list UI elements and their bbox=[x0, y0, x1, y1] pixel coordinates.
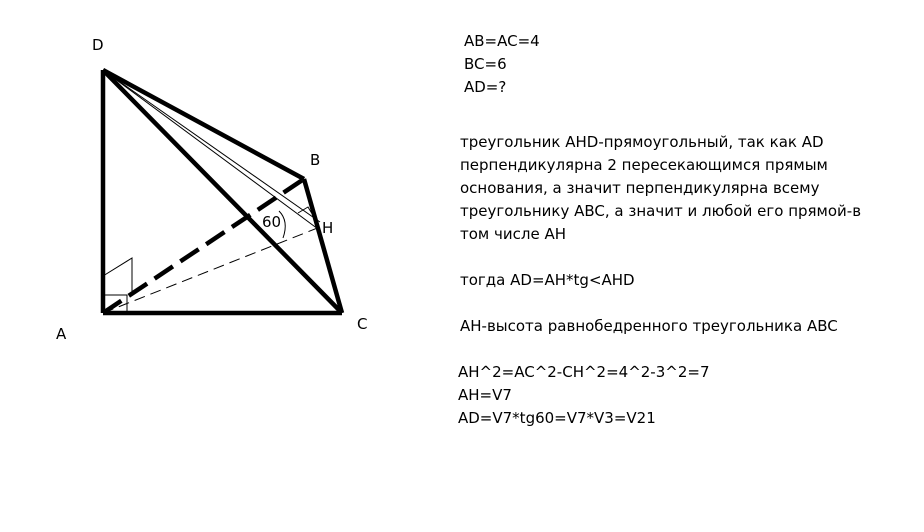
given-line-bc: BC=6 bbox=[464, 55, 507, 73]
vertex-label-h: H bbox=[322, 219, 334, 237]
edge-db bbox=[103, 70, 304, 179]
formula-text: тогда AD=AH*tg<AHD bbox=[460, 271, 635, 289]
calc-line-ah: AH=V7 bbox=[458, 386, 512, 404]
calc-line-ah-squared: AH^2=AC^2-CH^2=4^2-3^2=7 bbox=[458, 363, 710, 381]
given-line-ab-ac: AB=AC=4 bbox=[464, 32, 540, 50]
height-note-text: AH-высота равнобедренного треугольника ABC bbox=[460, 317, 838, 335]
formula-line bbox=[460, 269, 635, 292]
right-angle-mark-ad-ab bbox=[103, 258, 132, 292]
calculation-block bbox=[458, 361, 709, 430]
edge-dh-thin-2 bbox=[103, 70, 320, 222]
given-values bbox=[464, 30, 540, 99]
height-note bbox=[460, 315, 838, 338]
reasoning-paragraph bbox=[460, 131, 861, 246]
calc-line-ad: AD=V7*tg60=V7*V3=V21 bbox=[458, 409, 656, 427]
vertex-label-b: B bbox=[310, 151, 321, 169]
edge-dh-thin bbox=[103, 70, 321, 229]
angle-label-60: 60 bbox=[262, 213, 282, 231]
given-line-ad: AD=? bbox=[464, 78, 507, 96]
vertex-label-c: C bbox=[357, 315, 368, 333]
reasoning-line-2: перпендикулярна 2 пересекающимся прямым bbox=[460, 156, 828, 174]
reasoning-line-1: треугольник AHD-прямоугольный, так как AD bbox=[460, 133, 824, 151]
vertex-label-a: A bbox=[56, 325, 67, 343]
reasoning-line-4: треугольнику ABC, а значит и любой его прямой-в bbox=[460, 202, 862, 220]
vertex-label-d: D bbox=[92, 36, 104, 54]
reasoning-line-3: основания, а значит перпендикулярна всему bbox=[460, 179, 820, 197]
reasoning-line-5: том числе AH bbox=[460, 225, 566, 243]
